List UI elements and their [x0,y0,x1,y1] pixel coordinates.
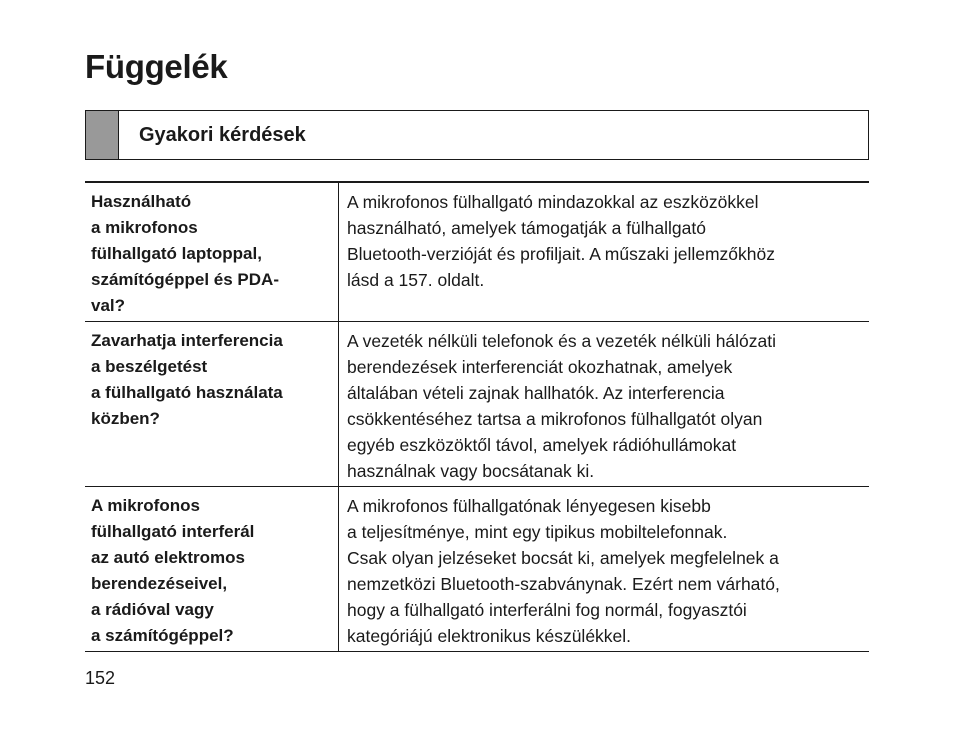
faq-question: Zavarhatja interferencia a beszélgetést a fülhallgató használata közben? [85,322,339,487]
faq-answer: A mikrofonos fülhallgató mindazokkal az eszközökkel használható, amelyek támogatják a fülhallgató Bluetooth-verzióját és profiljait. A műszaki jellemzőkhöz lásd a 157. oldalt. [339,182,870,322]
faq-answer: A vezeték nélküli telefonok és a vezeték nélküli hálózati berendezések interferenciát okozhatnak, amelyek általában vételi zajnak hallhatók. Az interferencia csökkentéséhez tartsa a mikrofonos fülhallgatót olyan egyéb eszközöktől távol, amelyek rádióhullámokat használnak vagy bocsátanak ki. [339,322,870,487]
section-title: Gyakori kérdések [139,123,306,146]
faq-row [85,182,869,322]
section-header [85,110,869,160]
faq-answer: A mikrofonos fülhallgatónak lényegesen kisebb a teljesítménye, mint egy tipikus mobiltelefonnak. Csak olyan jelzéseket bocsát ki, amelyek megfelelnek a nemzetközi Bluetooth-szabványnak. Ezért nem várható, hogy a fülhallgató interferálni fog normál, fogyasztói kategóriájú elektronikus készülékkel. [339,487,870,652]
faq-row [85,487,869,652]
faq-table [85,181,869,652]
faq-question: A mikrofonos fülhallgató interferál az autó elektromos berendezéseivel, a rádióval vagy a számítógéppel? [85,487,339,652]
section-header-bar [86,111,119,159]
page-number: 152 [85,668,116,688]
page-title: Függelék [85,48,228,85]
faq-row [85,322,869,487]
faq-question: Használható a mikrofonos fülhallgató laptoppal, számítógéppel és PDA- val? [85,182,339,322]
